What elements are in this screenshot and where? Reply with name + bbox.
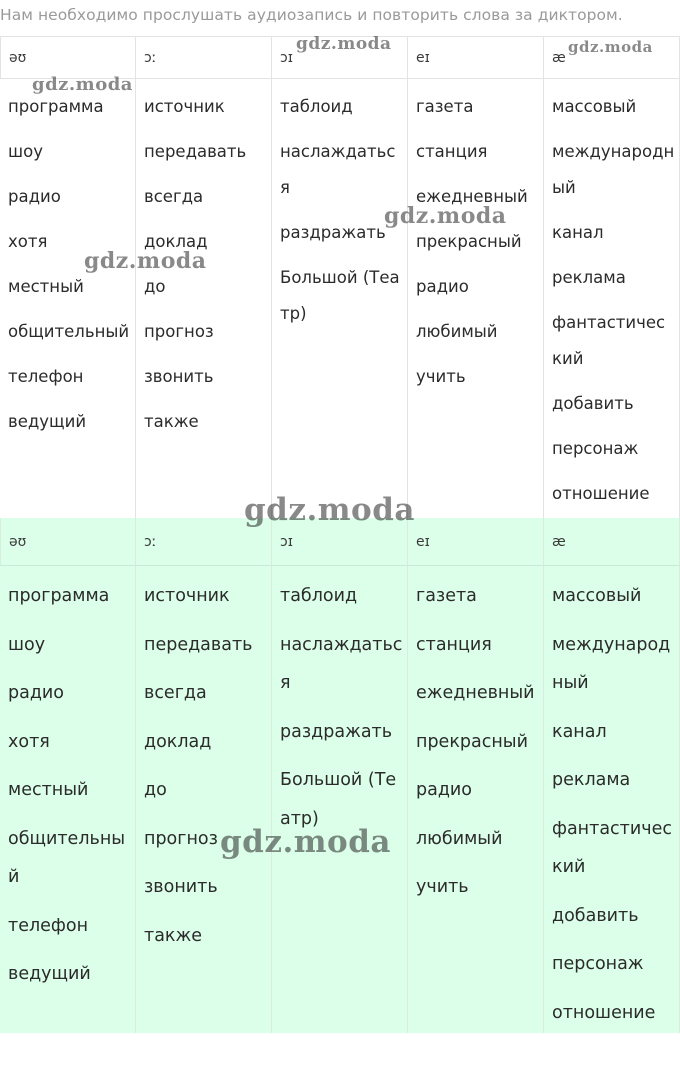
word-item: общительный — [8, 322, 130, 341]
word-item: отношение — [552, 484, 650, 503]
word-item: реклама — [552, 268, 626, 287]
word-item: всегда — [144, 683, 207, 703]
word-item: ведущий — [8, 964, 91, 984]
word-item: добавить — [552, 394, 634, 413]
word-item: шоу — [8, 142, 43, 161]
word-item: также — [144, 925, 203, 946]
word-item: учить — [416, 877, 469, 897]
word-item: радио — [416, 780, 473, 800]
watermark: gdz.moda — [384, 203, 507, 229]
word-item: шоу — [8, 634, 46, 655]
word-item: также — [144, 412, 199, 431]
word-item: ежедневный — [416, 683, 535, 703]
word-item: таблоид — [280, 97, 353, 116]
phonetics-table-1 — [0, 36, 680, 519]
word-column — [272, 566, 408, 1033]
word-item: доклад — [144, 731, 212, 752]
column-header: eɪ — [408, 37, 544, 79]
word-item: газета — [416, 586, 477, 606]
word-item: до — [144, 277, 166, 296]
word-column — [272, 79, 408, 519]
word-item: передавать — [144, 142, 247, 161]
word-item: фантастический — [552, 313, 666, 368]
word-item: газета — [416, 97, 474, 116]
word-item: радио — [8, 683, 65, 703]
word-item: прогноз — [144, 828, 218, 849]
word-item: любимый — [416, 828, 503, 849]
word-item: любимый — [416, 322, 498, 341]
watermark: gdz.moda — [296, 34, 392, 54]
word-item: персонаж — [552, 954, 644, 974]
word-column — [408, 79, 544, 519]
word-item: международный — [552, 142, 675, 197]
word-item: отношение — [552, 1002, 656, 1023]
word-item: передавать — [144, 634, 253, 655]
word-item: радио — [8, 187, 61, 206]
column-header: æ — [544, 518, 680, 566]
word-column — [544, 566, 680, 1033]
word-item: звонить — [144, 367, 214, 386]
word-item: всегда — [144, 187, 204, 206]
word-item: реклама — [552, 770, 631, 790]
word-item: программа — [8, 97, 104, 116]
word-item: прекрасный — [416, 232, 522, 251]
word-item: звонить — [144, 877, 218, 897]
column-header: æ — [544, 37, 680, 79]
word-item: местный — [8, 780, 89, 800]
column-header: eɪ — [408, 518, 544, 566]
word-item: канал — [552, 223, 604, 242]
word-item: телефон — [8, 367, 84, 386]
word-item: раздражать — [280, 223, 386, 242]
watermark: gdz.moda — [568, 38, 653, 56]
word-item: телефон — [8, 915, 89, 936]
watermark: gdz.moda — [220, 824, 391, 860]
watermark: gdz.moda — [32, 74, 133, 95]
phonetics-table-2 — [0, 518, 680, 1033]
column-header: əʊ — [0, 518, 136, 566]
word-column — [0, 566, 136, 1033]
word-item: станция — [416, 142, 488, 161]
word-item: канал — [552, 721, 607, 742]
word-item: Большой (Театр) — [280, 770, 397, 829]
word-column — [0, 79, 136, 519]
word-item: общительный — [8, 828, 126, 887]
word-item: учить — [416, 367, 466, 386]
word-item: раздражать — [280, 721, 393, 742]
word-item: наслаждаться — [280, 142, 396, 197]
word-item: хотя — [8, 731, 50, 752]
word-column — [136, 566, 272, 1033]
word-item: программа — [8, 586, 110, 606]
word-column — [544, 79, 680, 519]
column-header: ɔɪ — [272, 518, 408, 566]
word-item: ежедневный — [416, 187, 528, 206]
word-item: до — [144, 780, 167, 800]
word-item: фантастический — [552, 818, 672, 877]
column-header: əʊ — [0, 37, 136, 79]
word-item: наслаждаться — [280, 634, 403, 693]
word-item: источник — [144, 97, 225, 116]
word-item: массовый — [552, 97, 637, 116]
watermark: gdz.moda — [244, 492, 415, 528]
column-header: ɔː — [136, 518, 272, 566]
word-item: ведущий — [8, 412, 87, 431]
column-header: ɔː — [136, 37, 272, 79]
word-item: прекрасный — [416, 731, 528, 752]
word-item: массовый — [552, 586, 642, 606]
word-column — [408, 566, 544, 1033]
word-item: источник — [144, 586, 230, 606]
word-item: хотя — [8, 232, 48, 251]
word-item: прогноз — [144, 322, 214, 341]
word-item: доклад — [144, 232, 208, 251]
word-column — [136, 79, 272, 519]
word-item: станция — [416, 634, 492, 655]
watermark: gdz.moda — [84, 248, 207, 274]
word-item: местный — [8, 277, 84, 296]
word-item: добавить — [552, 905, 639, 926]
instruction-text: Нам необходимо прослушать аудиозапись и повторить слова за диктором. — [0, 6, 623, 24]
word-item: международный — [552, 634, 671, 693]
word-item: персонаж — [552, 439, 639, 458]
column-header: ɔɪ — [272, 37, 408, 79]
word-item: Большой (Театр) — [280, 268, 400, 323]
word-item: таблоид — [280, 586, 358, 606]
word-item: радио — [416, 277, 469, 296]
